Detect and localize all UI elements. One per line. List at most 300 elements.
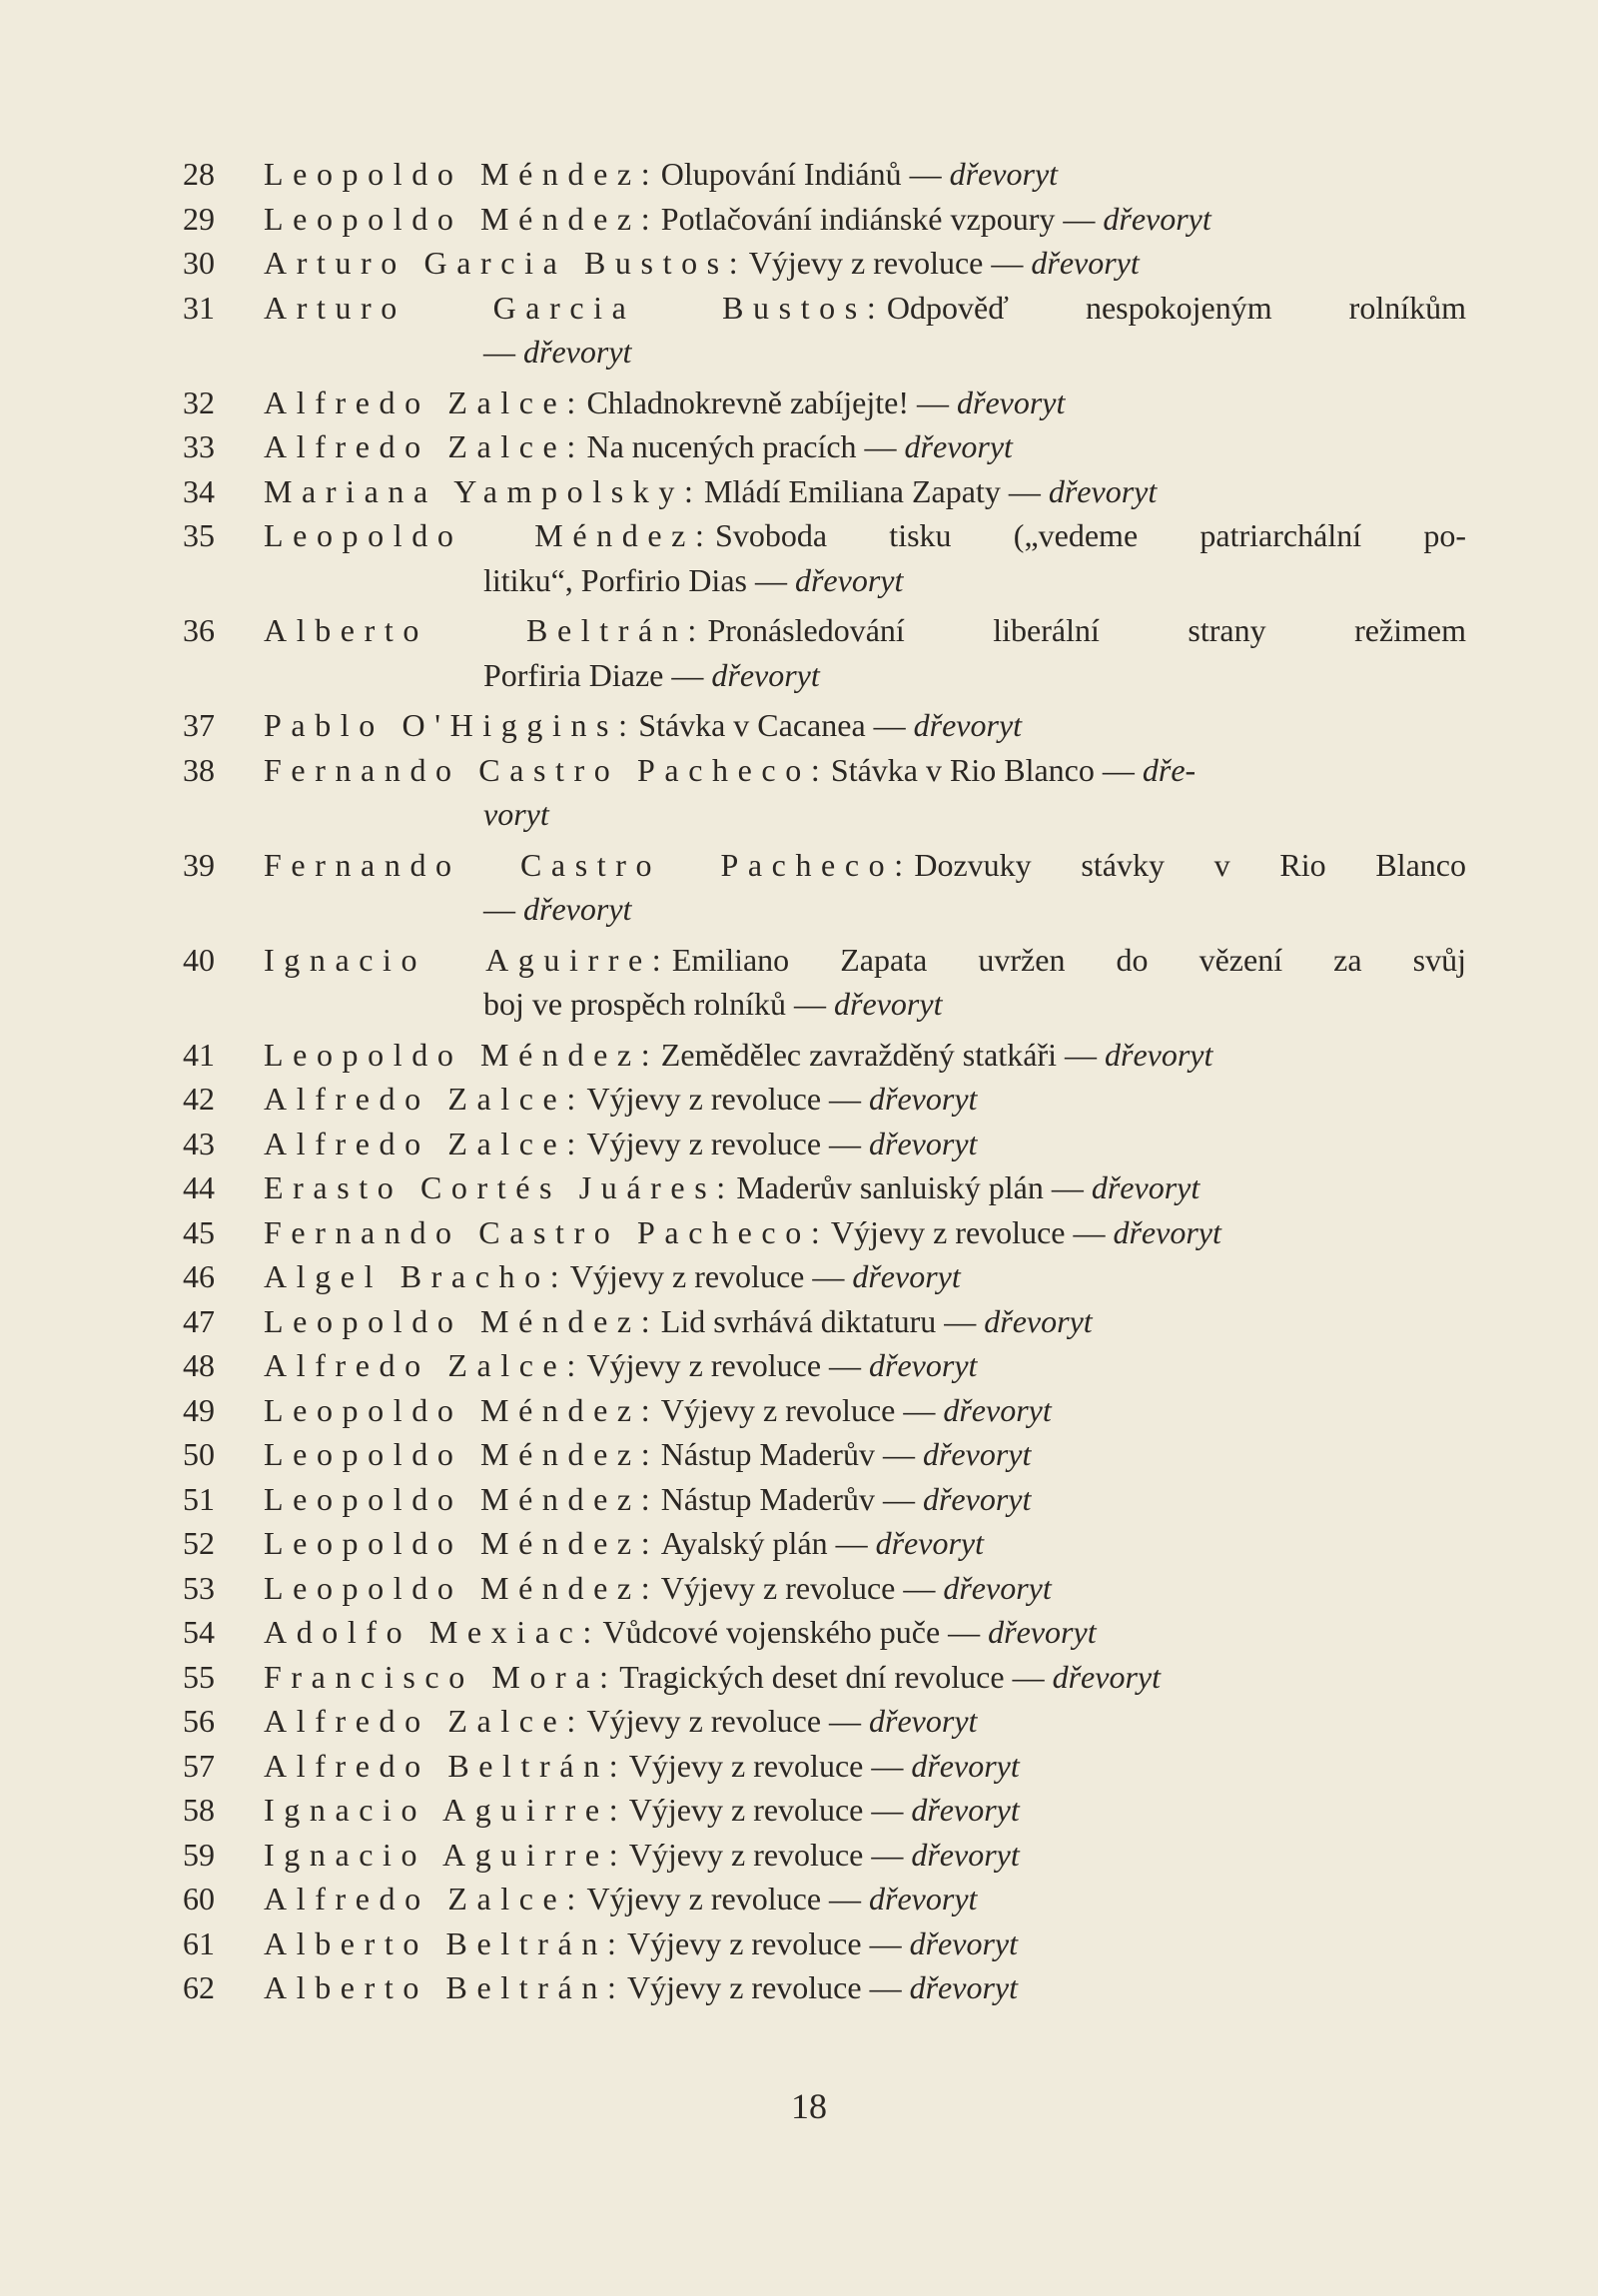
list-entry	[183, 1566, 1466, 1611]
entry-line	[183, 1299, 1466, 1344]
entry-text	[264, 152, 1466, 197]
artist-name: Fernando Castro Pacheco	[264, 846, 895, 883]
artwork-medium: dřevoryt	[943, 1569, 1052, 1606]
artist-name: Leopoldo Méndez	[264, 1525, 641, 1561]
entry-text	[264, 1299, 1466, 1344]
list-entry	[183, 286, 1466, 375]
list-entry	[183, 469, 1466, 514]
entry-number: 35	[183, 517, 215, 553]
entry-number: 50	[183, 1436, 215, 1472]
entry-number: 38	[183, 751, 215, 788]
artwork-title: Nástup Maderův —	[660, 1436, 915, 1472]
artwork-medium: dřevoryt	[913, 707, 1023, 743]
entry-line	[183, 1566, 1466, 1611]
entry-line	[183, 1921, 1466, 1966]
entry-text	[264, 286, 1466, 331]
colon: :	[640, 156, 650, 192]
artist-name: Leopoldo Méndez	[264, 1036, 641, 1073]
entry-line	[183, 1077, 1466, 1122]
list-entry	[183, 1077, 1466, 1122]
entry-continuation-text	[483, 558, 903, 603]
entry-line	[183, 1655, 1466, 1700]
artwork-medium: dřevoryt	[949, 156, 1059, 192]
entry-text	[264, 424, 1466, 469]
entry-line	[183, 1122, 1466, 1166]
entry-text	[264, 1921, 1466, 1966]
colon: :	[640, 1391, 650, 1428]
entry-number: 45	[183, 1213, 215, 1250]
entry-text	[264, 1254, 1466, 1299]
entry-number: 28	[183, 156, 215, 192]
artwork-title: Výjevy z revoluce —	[748, 245, 1024, 281]
artwork-medium: dřevoryt	[911, 1747, 1020, 1784]
artist-name: Ignacio Aguirre	[264, 1792, 609, 1828]
artist-name: Algel Bracho	[264, 1258, 550, 1294]
artwork-title: Olupování Indiánů —	[660, 156, 942, 192]
artwork-medium: dřevoryt	[1052, 1658, 1161, 1695]
colon: :	[866, 289, 876, 326]
entry-line	[183, 1744, 1466, 1789]
entry-text	[264, 1122, 1466, 1166]
colon: :	[683, 472, 693, 509]
artist-name: Alberto Beltrán	[264, 1969, 607, 2005]
entry-number: 44	[183, 1169, 215, 1205]
entry-continuation-line	[183, 558, 1466, 603]
list-entry	[183, 1877, 1466, 1921]
entry-number: 57	[183, 1747, 215, 1784]
artwork-medium: dřevoryt	[852, 1258, 961, 1294]
entry-continuation-line	[183, 887, 1466, 932]
entry-line	[183, 1788, 1466, 1833]
entry-number: 55	[183, 1658, 215, 1695]
artwork-medium: dřevoryt	[869, 1881, 978, 1916]
entry-line	[183, 1388, 1466, 1433]
colon: :	[606, 1969, 616, 2005]
list-entry	[183, 1432, 1466, 1477]
artist-name: Leopoldo Méndez	[264, 517, 695, 553]
artwork-medium: dřevoryt	[911, 1836, 1020, 1873]
artwork-title: Maderův sanluiský plán —	[736, 1169, 1084, 1205]
artist-name: Adolfo Mexiac	[264, 1614, 583, 1650]
artist-name: Leopoldo Méndez	[264, 1302, 641, 1339]
entry-number: 30	[183, 245, 215, 281]
list-entry	[183, 1699, 1466, 1744]
artist-name: Leopoldo Méndez	[264, 1480, 641, 1517]
artwork-medium: dřevoryt	[523, 891, 632, 927]
list-entry	[183, 938, 1466, 1027]
entry-text	[264, 1033, 1466, 1078]
entry-number: 60	[183, 1881, 215, 1916]
entry-number: 37	[183, 707, 215, 743]
artwork-title: Výjevy z revoluce —	[627, 1924, 902, 1961]
entry-number: 40	[183, 941, 215, 978]
artwork-title-continued: —	[483, 891, 515, 927]
entry-line	[183, 286, 1466, 331]
artist-name: Leopoldo Méndez	[264, 156, 641, 192]
list-entry	[183, 1833, 1466, 1878]
entry-number: 47	[183, 1302, 215, 1339]
artist-name: Alfredo Zalce	[264, 383, 567, 420]
entry-line	[183, 703, 1466, 748]
colon: :	[608, 1836, 618, 1873]
entry-text	[264, 1165, 1466, 1210]
list-entry	[183, 1788, 1466, 1833]
artist-name: Pablo O'Higgins	[264, 707, 619, 743]
entry-line	[183, 1877, 1466, 1921]
entry-line	[183, 152, 1466, 197]
entry-text	[264, 1566, 1466, 1611]
artwork-medium: dřevoryt	[1104, 1036, 1213, 1073]
colon: :	[599, 1658, 609, 1695]
colon: :	[894, 846, 904, 883]
artist-name: Alfredo Zalce	[264, 1081, 567, 1117]
artist-name: Leopoldo Méndez	[264, 200, 641, 237]
artwork-medium: dřevoryt	[1113, 1213, 1221, 1250]
artwork-title-continued: —	[483, 334, 515, 370]
entry-text	[264, 197, 1466, 242]
entry-number: 42	[183, 1081, 215, 1117]
artwork-title: Výjevy z revoluce —	[628, 1836, 904, 1873]
entry-text	[264, 1877, 1466, 1921]
artwork-medium: dřevoryt	[911, 1792, 1020, 1828]
colon: :	[640, 1525, 650, 1561]
artwork-title: Výjevy z revoluce —	[628, 1747, 904, 1784]
artwork-medium: dře-	[1142, 751, 1197, 788]
artwork-title: Odpověď nespokojeným rolníkům	[886, 289, 1466, 326]
artwork-medium: dřevoryt	[1031, 245, 1140, 281]
list-entry	[183, 1033, 1466, 1078]
colon: :	[640, 1436, 650, 1472]
list-entry	[183, 608, 1466, 697]
colon: :	[640, 1036, 650, 1073]
artwork-medium: dřevoryt	[523, 334, 632, 370]
colon: :	[582, 1614, 592, 1650]
entry-continuation-line	[183, 792, 1466, 837]
entry-continuation-line	[183, 330, 1466, 375]
artwork-title: Výjevy z revoluce —	[830, 1213, 1106, 1250]
artwork-medium: dřevoryt	[834, 986, 943, 1022]
list-entry	[183, 1210, 1466, 1255]
entry-line	[183, 748, 1466, 793]
artist-name: Mariana Yampolsky	[264, 472, 684, 509]
artwork-medium: dřevoryt	[909, 1969, 1018, 2005]
list-entry	[183, 1299, 1466, 1344]
artwork-title: Stávka v Cacanea —	[638, 707, 906, 743]
colon: :	[651, 941, 661, 978]
artwork-title: Výjevy z revoluce —	[586, 1881, 862, 1916]
colon: :	[618, 707, 627, 743]
entry-number: 62	[183, 1969, 215, 2005]
list-entry	[183, 1254, 1466, 1299]
entry-text	[264, 1833, 1466, 1878]
artist-name: Arturo Garcia Bustos	[264, 289, 867, 326]
entry-continuation-line	[183, 982, 1466, 1027]
artwork-title: Ayalský plán —	[660, 1525, 868, 1561]
entry-line	[183, 1210, 1466, 1255]
colon: :	[549, 1258, 559, 1294]
artwork-title: Výjevy z revoluce —	[628, 1792, 904, 1828]
entry-line	[183, 197, 1466, 242]
entry-line	[183, 1610, 1466, 1655]
entry-line	[183, 1833, 1466, 1878]
page-number: 18	[791, 2086, 827, 2126]
colon: :	[687, 612, 697, 648]
entry-number: 36	[183, 612, 215, 648]
artwork-title: Zemědělec zavražděný statkáři —	[660, 1036, 1097, 1073]
entry-number: 52	[183, 1525, 215, 1561]
artist-name: Leopoldo Méndez	[264, 1391, 641, 1428]
entry-line	[183, 1432, 1466, 1477]
colon: :	[810, 1213, 820, 1250]
entry-text	[264, 1477, 1466, 1522]
artwork-title-continued: Porfiria Diaze —	[483, 656, 704, 693]
artwork-title: Nástup Maderův —	[660, 1480, 915, 1517]
entry-number: 43	[183, 1125, 215, 1161]
artwork-medium: dřevoryt	[909, 1924, 1018, 1961]
entry-line	[183, 1033, 1466, 1078]
entry-text	[264, 1655, 1466, 1700]
list-entry	[183, 1521, 1466, 1566]
entry-line	[183, 1165, 1466, 1210]
entry-text	[264, 703, 1466, 748]
artwork-title: Výjevy z revoluce —	[586, 1081, 862, 1117]
artist-name: Arturo Garcia Bustos	[264, 245, 729, 281]
artist-name: Alfredo Zalce	[264, 428, 567, 464]
entry-text	[264, 1744, 1466, 1789]
entry-text	[264, 241, 1466, 286]
artwork-title: Výjevy z revoluce —	[586, 1347, 862, 1383]
entry-text	[264, 1521, 1466, 1566]
artwork-title: Potlačování indiánské vzpoury —	[660, 200, 1096, 237]
entry-number: 46	[183, 1258, 215, 1294]
artist-name: Erasto Cortés Juáres	[264, 1169, 717, 1205]
colon: :	[640, 1569, 650, 1606]
list-entry	[183, 197, 1466, 242]
artist-name: Fernando Castro Pacheco	[264, 751, 811, 788]
entry-line	[183, 843, 1466, 888]
artwork-medium: dřevoryt	[1103, 200, 1211, 237]
list-entry	[183, 424, 1466, 469]
entry-text	[264, 1077, 1466, 1122]
artist-name: Alberto Beltrán	[264, 1924, 607, 1961]
entry-line	[183, 938, 1466, 983]
colon: :	[728, 245, 738, 281]
entry-line	[183, 1343, 1466, 1388]
list-entry	[183, 1744, 1466, 1789]
colon: :	[640, 200, 650, 237]
entry-line	[183, 469, 1466, 514]
artist-name: Alberto Beltrán	[264, 612, 688, 648]
artwork-title: Lid svrhává diktaturu —	[660, 1302, 977, 1339]
artwork-title: Na nucených pracích —	[586, 428, 897, 464]
list-entry	[183, 1343, 1466, 1388]
colon: :	[640, 1480, 650, 1517]
list-entry	[183, 513, 1466, 602]
artwork-title: Chladnokrevně zabíjejte! —	[586, 383, 949, 420]
entry-number: 33	[183, 428, 215, 464]
entry-number: 31	[183, 289, 215, 326]
colon: :	[566, 1881, 576, 1916]
entry-continuation-text	[483, 653, 820, 698]
artist-name: Ignacio Aguirre	[264, 941, 652, 978]
colon: :	[608, 1747, 618, 1784]
entry-text	[264, 1699, 1466, 1744]
entry-line	[183, 424, 1466, 469]
entry-line	[183, 1477, 1466, 1522]
artist-name: Alfredo Zalce	[264, 1347, 567, 1383]
artwork-medium: dřevoryt	[869, 1347, 978, 1383]
entry-number: 39	[183, 846, 215, 883]
entry-text	[264, 1965, 1466, 2010]
list-entry	[183, 843, 1466, 932]
artwork-title: Výjevy z revoluce —	[660, 1391, 936, 1428]
list-entry	[183, 381, 1466, 425]
list-entry	[183, 241, 1466, 286]
artwork-title: Výjevy z revoluce —	[569, 1258, 845, 1294]
entry-text	[264, 938, 1466, 983]
artwork-title: Stávka v Rio Blanco —	[830, 751, 1135, 788]
entry-text	[264, 748, 1466, 793]
entry-line	[183, 241, 1466, 286]
colon: :	[640, 1302, 650, 1339]
artist-name: Alfredo Zalce	[264, 1703, 567, 1739]
artwork-title: Výjevy z revoluce —	[627, 1969, 902, 2005]
artwork-medium: dřevoryt	[988, 1614, 1097, 1650]
artwork-medium: dřevoryt	[869, 1125, 978, 1161]
entry-text	[264, 1210, 1466, 1255]
colon: :	[566, 383, 576, 420]
entry-text	[264, 1388, 1466, 1433]
artwork-medium: dřevoryt	[711, 656, 820, 693]
list-entry	[183, 1477, 1466, 1522]
artwork-title: Pronásledování liberální strany režimem	[707, 612, 1466, 648]
entry-line	[183, 1965, 1466, 2010]
list-entry	[183, 1655, 1466, 1700]
entry-text	[264, 381, 1466, 425]
artwork-list	[183, 152, 1466, 2010]
colon: :	[566, 428, 576, 464]
artwork-title-continued: litiku“, Porfirio Dias —	[483, 561, 787, 598]
colon: :	[810, 751, 820, 788]
artwork-medium: voryt	[483, 796, 549, 832]
artwork-medium: dřevoryt	[922, 1436, 1032, 1472]
list-entry	[183, 1965, 1466, 2010]
colon: :	[566, 1347, 576, 1383]
artwork-medium: dřevoryt	[1048, 472, 1158, 509]
artwork-title: Tragických deset dní revoluce —	[619, 1658, 1045, 1695]
entry-continuation-text	[483, 982, 942, 1027]
entry-number: 34	[183, 472, 215, 509]
list-entry	[183, 1610, 1466, 1655]
artwork-medium: dřevoryt	[943, 1391, 1052, 1428]
list-entry	[183, 1165, 1466, 1210]
artwork-medium: dřevoryt	[904, 428, 1013, 464]
entry-number: 61	[183, 1924, 215, 1961]
artwork-title: Výjevy z revoluce —	[586, 1703, 862, 1739]
entry-continuation-text	[483, 792, 549, 837]
artwork-medium: dřevoryt	[869, 1081, 978, 1117]
artwork-title: Mládí Emiliana Zapaty —	[704, 472, 1041, 509]
artwork-title: Vůdcové vojenského puče —	[602, 1614, 981, 1650]
artwork-medium: dřevoryt	[875, 1525, 984, 1561]
entry-line	[183, 513, 1466, 558]
entry-number: 48	[183, 1347, 215, 1383]
list-entry	[183, 703, 1466, 748]
entry-line	[183, 608, 1466, 653]
artist-name: Alfredo Beltrán	[264, 1747, 609, 1784]
artwork-title: Výjevy z revoluce —	[660, 1569, 936, 1606]
entry-text	[264, 469, 1466, 514]
entry-number: 51	[183, 1480, 215, 1517]
list-entry	[183, 748, 1466, 837]
entry-text	[264, 513, 1466, 558]
artwork-medium: dřevoryt	[984, 1302, 1093, 1339]
entry-text	[264, 608, 1466, 653]
artwork-title-continued: boj ve prospěch rolníků —	[483, 986, 827, 1022]
entry-text	[264, 1432, 1466, 1477]
entry-number: 29	[183, 200, 215, 237]
artwork-medium: dřevoryt	[1091, 1169, 1200, 1205]
artist-name: Francisco Mora	[264, 1658, 600, 1695]
artist-name: Fernando Castro Pacheco	[264, 1213, 811, 1250]
entry-line	[183, 1699, 1466, 1744]
entry-text	[264, 1788, 1466, 1833]
entry-number: 53	[183, 1569, 215, 1606]
list-entry	[183, 1388, 1466, 1433]
entry-continuation-line	[183, 653, 1466, 698]
colon: :	[716, 1169, 726, 1205]
entry-continuation-text	[483, 330, 631, 375]
artwork-medium: dřevoryt	[922, 1480, 1032, 1517]
list-entry	[183, 1921, 1466, 1966]
entry-number: 58	[183, 1792, 215, 1828]
entry-number: 54	[183, 1614, 215, 1650]
list-entry	[183, 1122, 1466, 1166]
colon: :	[566, 1703, 576, 1739]
artist-name: Ignacio Aguirre	[264, 1836, 609, 1873]
entry-number: 56	[183, 1703, 215, 1739]
entry-text	[264, 1610, 1466, 1655]
list-entry	[183, 152, 1466, 197]
artwork-title: Svoboda tisku („vedeme patriarchální po-	[715, 517, 1466, 553]
entry-line	[183, 381, 1466, 425]
colon: :	[694, 517, 704, 553]
entry-text	[264, 1343, 1466, 1388]
artwork-medium: dřevoryt	[956, 383, 1066, 420]
colon: :	[566, 1081, 576, 1117]
artist-name: Leopoldo Méndez	[264, 1569, 641, 1606]
artwork-medium: dřevoryt	[794, 561, 904, 598]
entry-number: 32	[183, 383, 215, 420]
entry-text	[264, 843, 1466, 888]
entry-number: 41	[183, 1036, 215, 1073]
colon: :	[566, 1125, 576, 1161]
artist-name: Alfredo Zalce	[264, 1125, 567, 1161]
entry-continuation-text	[483, 887, 631, 932]
entry-number: 59	[183, 1836, 215, 1873]
entry-line	[183, 1254, 1466, 1299]
entry-line	[183, 1521, 1466, 1566]
entry-number: 49	[183, 1391, 215, 1428]
artwork-medium: dřevoryt	[869, 1703, 978, 1739]
artwork-title: Emiliano Zapata uvržen do vězení za svůj	[671, 941, 1466, 978]
artwork-title: Výjevy z revoluce —	[586, 1125, 862, 1161]
artist-name: Alfredo Zalce	[264, 1881, 567, 1916]
colon: :	[608, 1792, 618, 1828]
colon: :	[606, 1924, 616, 1961]
artwork-title: Dozvuky stávky v Rio Blanco	[914, 846, 1466, 883]
artist-name: Leopoldo Méndez	[264, 1436, 641, 1472]
